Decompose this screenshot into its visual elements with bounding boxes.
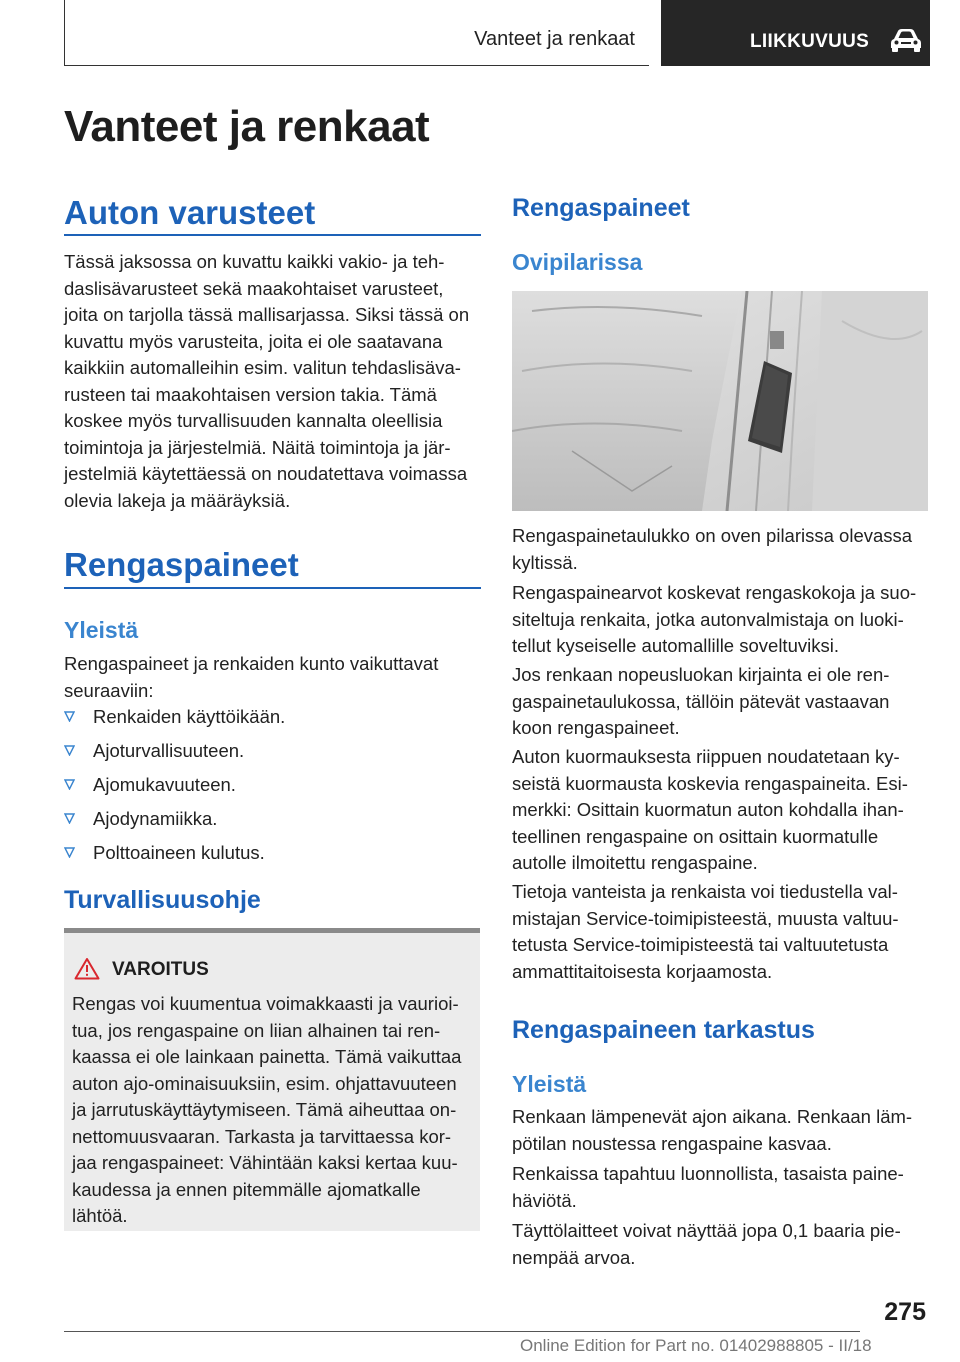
paragraph-right-3: Jos renkaan nopeusluokan kirjainta ei ole ren- gaspainetaulukossa, tällöin pätevät vastaavan koon rengaspaineet. — [512, 664, 890, 738]
paragraph-yleista: Rengaspaineet ja renkaiden kunto vaikuttavat seuraaviin: — [64, 653, 439, 701]
header-breadcrumb-box — [64, 0, 649, 66]
warning-text: Rengas voi kuumentua voimakkaasti ja vaurioi- tua, jos rengaspaine on liian alhainen tai ren- kaassa ei ole lainkaan painetta. Tämä vaikuttaa auton ajo-ominaisuuksiin, esim. ohjattavuuteen ja jarrutuskäyttäytymiseen. Tämä aiheuttaa on- nettomuusvaaran. Tarkasta ja tarvittaessa kor- jaa rengaspaineet: Vähintään kaksi kertaa kuu- kaudessa ja ennen pitemmälle ajomatkalle lähtöä. — [72, 993, 462, 1226]
paragraph-right-2: Rengaspainearvot koskevat rengaskokoja ja suo- siteltuja renkaita, jotka autonvalmistaja on luoki- tellut kyseiselle automallille soveltuviksi. — [512, 582, 917, 656]
paragraph-right-7: Renkaissa tapahtuu luonnollista, tasaista paine- häviötä. — [512, 1163, 904, 1211]
page-number: 275 — [884, 1298, 926, 1326]
warning-icon — [74, 957, 100, 980]
page-title: Vanteet ja renkaat — [64, 102, 430, 151]
list-item: Ajomukavuuteen. — [64, 774, 479, 808]
triangle-bullet-icon — [64, 774, 93, 790]
triangle-bullet-icon — [64, 740, 93, 756]
heading-rengaspaineet: Rengaspaineet — [64, 546, 299, 583]
subheading-yleista: Yleistä — [64, 617, 139, 643]
door-pillar-photo — [512, 291, 928, 511]
subheading-yleista-right: Yleistä — [512, 1071, 587, 1097]
triangle-bullet-icon — [64, 706, 93, 722]
list-item: Polttoaineen kulutus. — [64, 842, 479, 876]
page-header — [64, 0, 930, 66]
paragraph-right-5: Tietoja vanteista ja renkaista voi tiedustella val- mistajan Service-toimipisteestä, muusta valtuu- tetusta Service-toimipisteestä tai valtuutetusta ammattitaitoisesta korjaamosta. — [512, 881, 899, 982]
header-section-box — [661, 0, 930, 66]
heading-rule — [64, 587, 481, 589]
footer-edition: Online Edition for Part no. 01402988805 - II/18 — [520, 1336, 872, 1355]
warning-box — [64, 928, 480, 1231]
header-section-label: LIIKKUVUUS — [750, 31, 870, 52]
paragraph-right-8: Täyttölaitteet voivat näyttää jopa 0,1 baaria pie- nempää arvoa. — [512, 1220, 901, 1268]
warning-label: VAROITUS — [112, 959, 209, 980]
subheading-ovipilarissa: Ovipilarissa — [512, 249, 643, 275]
header-breadcrumb: Vanteet ja renkaat — [474, 28, 635, 50]
triangle-bullet-icon — [64, 842, 93, 858]
footer-rule — [64, 1331, 860, 1332]
bullet-list — [64, 706, 479, 876]
heading-auton-varusteet: Auton varusteet — [64, 194, 316, 231]
car-icon — [889, 27, 923, 53]
heading-rule — [64, 234, 481, 236]
list-item: Ajodynamiikka. — [64, 808, 479, 842]
heading-rengaspaineet-right: Rengaspaineet — [512, 194, 690, 222]
heading-turvallisuusohje: Turvallisuusohje — [64, 886, 261, 914]
paragraph-right-4: Auton kuormauksesta riippuen noudatetaan ky- seistä kuormausta koskevia rengaspaineita. Esi- merkki: Osittain kuormatun auton kohdalla ihan- teellinen rengaspaine on osittain kuormatulle autolle ilmoitettu rengaspaine. — [512, 746, 908, 873]
paragraph-right-1: Rengaspainetaulukko on oven pilarissa olevassa kyltissä. — [512, 525, 913, 573]
list-item: Ajoturvallisuuteen. — [64, 740, 479, 774]
paragraph-right-6: Renkaan lämpenevät ajon aikana. Renkaan läm- pötilan noustessa rengaspaine kasvaa. — [512, 1106, 913, 1154]
heading-rengaspaineen-tarkastus: Rengaspaineen tarkastus — [512, 1016, 815, 1044]
list-item: Renkaiden käyttöikään. — [64, 706, 479, 740]
triangle-bullet-icon — [64, 808, 93, 824]
paragraph-auton-varusteet: Tässä jaksossa on kuvattu kaikki vakio- ja teh- daslisävarusteet sekä maakohtaiset varusteet, joita on tarjolla tässä mallisarjassa. Siksi tässä on kuvattu myös varusteita, joita ei ole saatavana kaikkiin automalleihin esim. valitun tehdaslisäva- rusteen tai maakohtaisen version takia. Tämä koskee myös turvallisuuden kannalta oleellisia toimintoja ja järjestelmiä. Näitä toimintoja ja jär- jestelmiä käytettäessä on noudatettava voimassa olevia lakeja ja määräyksiä. — [64, 251, 470, 511]
